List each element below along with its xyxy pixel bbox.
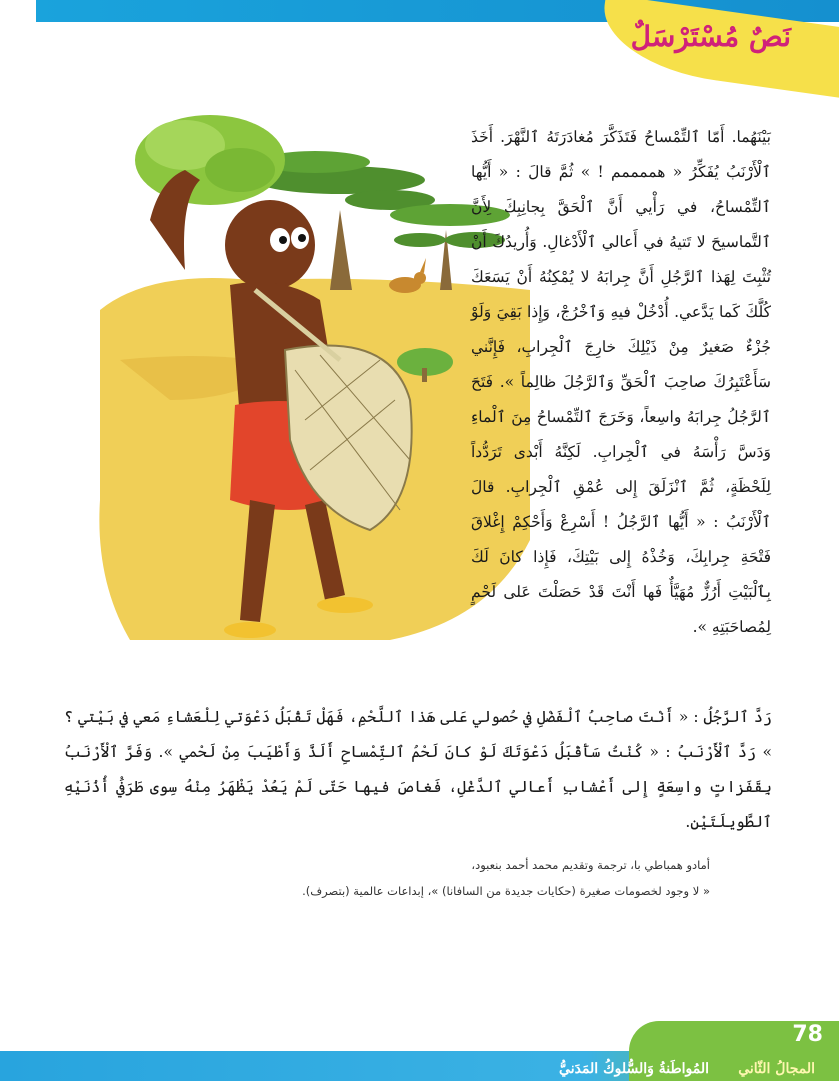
domain-label: المجالُ الثّاني — [738, 1061, 815, 1077]
story-wide-block — [64, 700, 772, 840]
leaf-bundle — [135, 115, 285, 205]
unit-label: المُواطَنةُ وَالسُّلوكُ المَدَنيُّ — [559, 1061, 709, 1077]
story-illustration — [90, 100, 530, 660]
citation-author: أمادو همباطي با، ترجمة وتقديم محمد أحمد بنعبود، — [471, 858, 710, 872]
page-number: 78 — [792, 1022, 823, 1047]
story-paragraph: بَيْنَهُما. أَمّا ٱلتِّمْساحُ فَتَذَكَّرَ مُغادَرَتَهُ ٱلنَّهْرَ. أَخَذَ ٱلْأَرْنَبُ يُفَكِّرُ « هممممم ! » ثُمَّ قالَ : « أَيُّها ٱلتِّمْساحُ، في رَأْيي أَنَّ ٱلْحَقَّ بِجانِبِكَ لِأَنَّ ٱلتَّماسيحَ لا تَتيهُ في أَعالي ٱلْأَدْغالِ. وَأُريدُكَ أَنْ تُثْبِتَ لِهَذا ٱلرَّجُلِ أَنَّ جِرابَهُ لا يُمْكِنُهُ أَنْ يَسَعَكَ كُلَّكَ كَما يَدَّعي. أُدْخُلْ فيهِ وَٱخْرُجْ، وَإِذا بَقِيَ وَلَوْ جُزْءٌ صَغيرٌ مِنْ ذَيْلِكَ خارِجَ ٱلْجِرابِ، فَإِنَّني سَأَعْتَبِرُكَ صاحِبَ ٱلْحَقِّ وَٱلرَّجُلَ ظالِماً ». فَتَحَ ٱلرَّجُلُ جِرابَهُ واسِعاً، وَخَرَجَ ٱلتِّمْساحُ مِنَ ٱلْماءِ وَدَسَّ رَأْسَهُ في ٱلْجِرابِ. لَكِنَّهُ أَبْدى تَرَدُّداً لِلَحْظَةٍ، ثُمَّ ٱنْزَلَقَ إِلى عُمْقِ ٱلْجِرابِ. قالَ ٱلْأَرْنَبُ : « أَيُّها ٱلرَّجُلُ ! أَسْرِعْ وَأَحْكِمْ إِغْلاقَ فَتْحَةِ جِرابِكَ، وَخُذْهُ إِلى بَيْتِكَ، فَإِذا كانَ لَكَ بِٱلْبَيْتِ أَرُزٌّ مُهَيَّأٌ فَها أَنْتَ قَدْ حَصَلْتَ عَلى لَحْمٍ لِمُصاحَبَتِهِ ». — [471, 128, 771, 636]
citation-work: « لا وجود لخصومات صغيرة (حكايات جديدة من السافانا) »، إبداعات عالمية (بتصرف). — [302, 884, 710, 898]
source-citation — [110, 852, 710, 904]
story-column — [471, 120, 771, 645]
page-title: نَصٌ مُسْتَرْسَلٌ — [630, 20, 791, 53]
story-paragraph-wide: رَدَّ ٱلرَّجُلُ : « أَنْتَ صاحِبُ ٱلْفَضْلِ في حُصولي عَلى هَذا ٱللَّحْمِ، فَهَلْ تَقْبَلُ دَعْوَتي لِلْعَشاءِ مَعي في بَيْتي ؟ » رَدَّ ٱلْأَرْنَبُ : « كُنْتُ سَأَقْبَلُ دَعْوَتَكَ لَوْ كانَ لَحْمُ ٱلتِّمْساحِ أَلَذَّ وَأَطْيَبَ مِنْ لَحْمي ». وَفَرَّ ٱلْأَرْنَبُ بِقَفَزاتٍ واسِعَةٍ إِلى أَعْشابِ أَعالي ٱلدَّغْلِ، فَغاصَ فيها حَتّى لَمْ يَعُدْ يَظْهَرُ مِنْهُ سِوى طَرَفَيْ أُذُنَيْهِ ٱلطَّويلَتَيْنِ. — [64, 708, 772, 831]
